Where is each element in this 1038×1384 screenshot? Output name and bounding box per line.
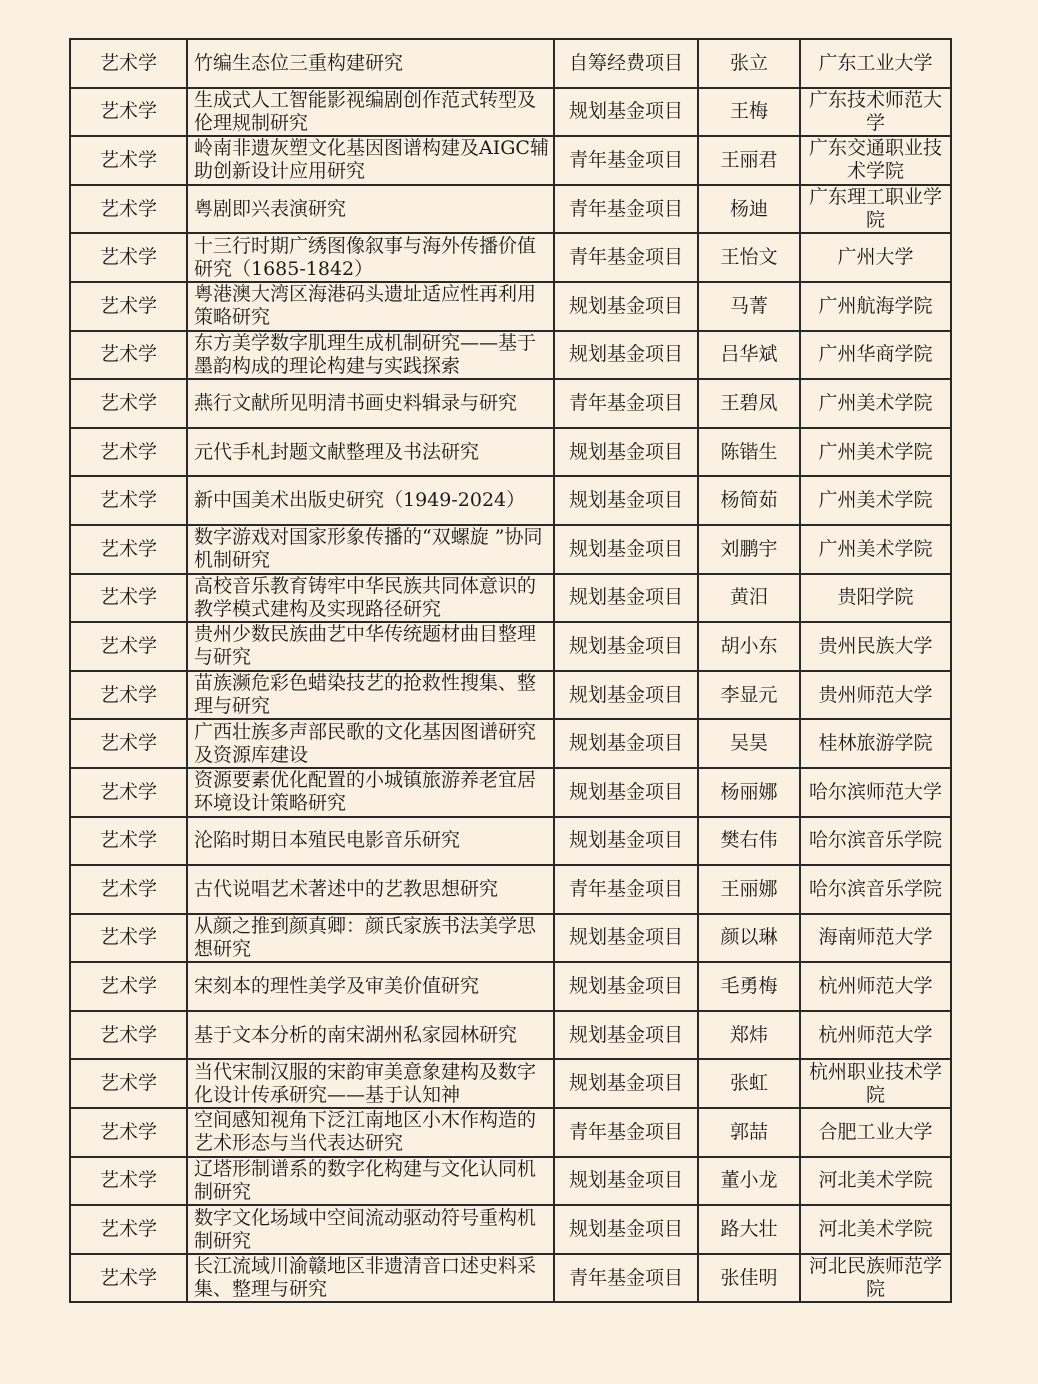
- leader-name-cell: 郭喆: [698, 1108, 800, 1157]
- project-type-cell: 规划基金项目: [554, 817, 698, 866]
- subject-cell: 艺术学: [70, 379, 187, 428]
- title-cell: 东方美学数字肌理生成机制研究——基于墨韵构成的理论构建与实践探索: [187, 331, 554, 380]
- leader-name-cell: 颜以琳: [698, 914, 800, 963]
- subject-cell: 艺术学: [70, 1011, 187, 1060]
- title-cell: 数字游戏对国家形象传播的“双螺旋 ”协同机制研究: [187, 525, 554, 574]
- project-type-cell: 规划基金项目: [554, 622, 698, 671]
- institution-cell: 河北美术学院: [800, 1157, 951, 1206]
- leader-name-cell: 杨迪: [698, 185, 800, 234]
- project-type-cell: 规划基金项目: [554, 476, 698, 525]
- project-type-cell: 规划基金项目: [554, 962, 698, 1011]
- table-row: [70, 1205, 951, 1254]
- table-row: [70, 817, 951, 866]
- title-cell: 沦陷时期日本殖民电影音乐研究: [187, 817, 554, 866]
- table-row: [70, 379, 951, 428]
- title-cell: 竹编生态位三重构建研究: [187, 39, 554, 88]
- table-row: [70, 962, 951, 1011]
- project-type-cell: 青年基金项目: [554, 379, 698, 428]
- table-row: [70, 476, 951, 525]
- table-row: [70, 914, 951, 963]
- title-cell: 十三行时期广绣图像叙事与海外传播价值研究（1685-1842）: [187, 233, 554, 282]
- institution-cell: 哈尔滨师范大学: [800, 768, 951, 817]
- leader-name-cell: 王丽娜: [698, 865, 800, 914]
- project-type-cell: 规划基金项目: [554, 525, 698, 574]
- table-row: [70, 1059, 951, 1108]
- table-row: [70, 622, 951, 671]
- title-cell: 宋刻本的理性美学及审美价值研究: [187, 962, 554, 1011]
- project-type-cell: 青年基金项目: [554, 1108, 698, 1157]
- subject-cell: 艺术学: [70, 233, 187, 282]
- project-type-cell: 规划基金项目: [554, 768, 698, 817]
- leader-name-cell: 吴昊: [698, 719, 800, 768]
- leader-name-cell: 张佳明: [698, 1254, 800, 1303]
- title-cell: 基于文本分析的南宋湖州私家园林研究: [187, 1011, 554, 1060]
- project-type-cell: 规划基金项目: [554, 574, 698, 623]
- institution-cell: 广州美术学院: [800, 476, 951, 525]
- leader-name-cell: 张虹: [698, 1059, 800, 1108]
- project-type-cell: 规划基金项目: [554, 428, 698, 477]
- subject-cell: 艺术学: [70, 1157, 187, 1206]
- institution-cell: 海南师范大学: [800, 914, 951, 963]
- institution-cell: 广州航海学院: [800, 282, 951, 331]
- subject-cell: 艺术学: [70, 185, 187, 234]
- subject-cell: 艺术学: [70, 428, 187, 477]
- title-cell: 燕行文献所见明清书画史料辑录与研究: [187, 379, 554, 428]
- title-cell: 当代宋制汉服的宋韵审美意象建构及数字化设计传承研究——基于认知神: [187, 1059, 554, 1108]
- leader-name-cell: 李显元: [698, 671, 800, 720]
- project-type-cell: 规划基金项目: [554, 282, 698, 331]
- institution-cell: 广东技术师范大学: [800, 88, 951, 137]
- table-body: [70, 39, 951, 1302]
- institution-cell: 广州美术学院: [800, 525, 951, 574]
- title-cell: 长江流域川渝赣地区非遗清音口述史料采集、整理与研究: [187, 1254, 554, 1303]
- table-row: [70, 331, 951, 380]
- table-row: [70, 1011, 951, 1060]
- project-type-cell: 规划基金项目: [554, 1157, 698, 1206]
- project-type-cell: 青年基金项目: [554, 865, 698, 914]
- project-type-cell: 规划基金项目: [554, 1205, 698, 1254]
- title-cell: 生成式人工智能影视编剧创作范式转型及伦理规制研究: [187, 88, 554, 137]
- project-type-cell: 规划基金项目: [554, 914, 698, 963]
- title-cell: 贵州少数民族曲艺中华传统题材曲目整理与研究: [187, 622, 554, 671]
- table-row: [70, 136, 951, 185]
- institution-cell: 哈尔滨音乐学院: [800, 865, 951, 914]
- institution-cell: 广东工业大学: [800, 39, 951, 88]
- leader-name-cell: 马菁: [698, 282, 800, 331]
- table-row: [70, 719, 951, 768]
- leader-name-cell: 吕华斌: [698, 331, 800, 380]
- subject-cell: 艺术学: [70, 136, 187, 185]
- institution-cell: 哈尔滨音乐学院: [800, 817, 951, 866]
- project-type-cell: 规划基金项目: [554, 331, 698, 380]
- table-row: [70, 574, 951, 623]
- institution-cell: 贵州师范大学: [800, 671, 951, 720]
- subject-cell: 艺术学: [70, 914, 187, 963]
- institution-cell: 河北美术学院: [800, 1205, 951, 1254]
- table-row: [70, 282, 951, 331]
- subject-cell: 艺术学: [70, 282, 187, 331]
- table-row: [70, 1157, 951, 1206]
- subject-cell: 艺术学: [70, 476, 187, 525]
- subject-cell: 艺术学: [70, 88, 187, 137]
- table-row: [70, 768, 951, 817]
- leader-name-cell: 王丽君: [698, 136, 800, 185]
- leader-name-cell: 毛勇梅: [698, 962, 800, 1011]
- title-cell: 粤港澳大湾区海港码头遗址适应性再利用策略研究: [187, 282, 554, 331]
- title-cell: 资源要素优化配置的小城镇旅游养老宜居环境设计策略研究: [187, 768, 554, 817]
- leader-name-cell: 张立: [698, 39, 800, 88]
- institution-cell: 河北民族师范学院: [800, 1254, 951, 1303]
- leader-name-cell: 刘鹏宇: [698, 525, 800, 574]
- title-cell: 空间感知视角下泛江南地区小木作构造的艺术形态与当代表达研究: [187, 1108, 554, 1157]
- leader-name-cell: 郑炜: [698, 1011, 800, 1060]
- institution-cell: 杭州师范大学: [800, 1011, 951, 1060]
- project-type-cell: 规划基金项目: [554, 1011, 698, 1060]
- subject-cell: 艺术学: [70, 525, 187, 574]
- institution-cell: 广州美术学院: [800, 379, 951, 428]
- title-cell: 新中国美术出版史研究（1949-2024）: [187, 476, 554, 525]
- table-row: [70, 865, 951, 914]
- leader-name-cell: 胡小东: [698, 622, 800, 671]
- title-cell: 数字文化场域中空间流动驱动符号重构机制研究: [187, 1205, 554, 1254]
- project-type-cell: 青年基金项目: [554, 1254, 698, 1303]
- leader-name-cell: 杨丽娜: [698, 768, 800, 817]
- title-cell: 苗族濒危彩色蜡染技艺的抢救性搜集、整理与研究: [187, 671, 554, 720]
- subject-cell: 艺术学: [70, 39, 187, 88]
- leader-name-cell: 路大壮: [698, 1205, 800, 1254]
- subject-cell: 艺术学: [70, 622, 187, 671]
- subject-cell: 艺术学: [70, 574, 187, 623]
- leader-name-cell: 杨简茹: [698, 476, 800, 525]
- subject-cell: 艺术学: [70, 865, 187, 914]
- table-row: [70, 1254, 951, 1303]
- title-cell: 高校音乐教育铸牢中华民族共同体意识的教学模式建构及实现路径研究: [187, 574, 554, 623]
- subject-cell: 艺术学: [70, 671, 187, 720]
- subject-cell: 艺术学: [70, 962, 187, 1011]
- table-row: [70, 39, 951, 88]
- table-row: [70, 671, 951, 720]
- subject-cell: 艺术学: [70, 1205, 187, 1254]
- institution-cell: 杭州职业技术学院: [800, 1059, 951, 1108]
- institution-cell: 贵州民族大学: [800, 622, 951, 671]
- leader-name-cell: 王碧凤: [698, 379, 800, 428]
- project-list-table: [69, 38, 952, 1303]
- institution-cell: 广州美术学院: [800, 428, 951, 477]
- subject-cell: 艺术学: [70, 768, 187, 817]
- project-type-cell: 自筹经费项目: [554, 39, 698, 88]
- table-row: [70, 233, 951, 282]
- title-cell: 从颜之推到颜真卿：颜氏家族书法美学思想研究: [187, 914, 554, 963]
- title-cell: 粤剧即兴表演研究: [187, 185, 554, 234]
- project-type-cell: 规划基金项目: [554, 671, 698, 720]
- project-type-cell: 青年基金项目: [554, 136, 698, 185]
- institution-cell: 桂林旅游学院: [800, 719, 951, 768]
- project-type-cell: 规划基金项目: [554, 1059, 698, 1108]
- title-cell: 元代手札封题文献整理及书法研究: [187, 428, 554, 477]
- leader-name-cell: 董小龙: [698, 1157, 800, 1206]
- subject-cell: 艺术学: [70, 817, 187, 866]
- institution-cell: 杭州师范大学: [800, 962, 951, 1011]
- title-cell: 古代说唱艺术著述中的艺教思想研究: [187, 865, 554, 914]
- institution-cell: 广东理工职业学院: [800, 185, 951, 234]
- project-type-cell: 规划基金项目: [554, 88, 698, 137]
- table-row: [70, 185, 951, 234]
- leader-name-cell: 陈锴生: [698, 428, 800, 477]
- subject-cell: 艺术学: [70, 719, 187, 768]
- project-type-cell: 规划基金项目: [554, 719, 698, 768]
- table-row: [70, 525, 951, 574]
- project-type-cell: 青年基金项目: [554, 233, 698, 282]
- title-cell: 广西壮族多声部民歌的文化基因图谱研究及资源库建设: [187, 719, 554, 768]
- title-cell: 岭南非遗灰塑文化基因图谱构建及AIGC辅助创新设计应用研究: [187, 136, 554, 185]
- subject-cell: 艺术学: [70, 331, 187, 380]
- institution-cell: 贵阳学院: [800, 574, 951, 623]
- institution-cell: 广东交通职业技术学院: [800, 136, 951, 185]
- subject-cell: 艺术学: [70, 1059, 187, 1108]
- title-cell: 辽塔形制谱系的数字化构建与文化认同机制研究: [187, 1157, 554, 1206]
- leader-name-cell: 王梅: [698, 88, 800, 137]
- institution-cell: 广州大学: [800, 233, 951, 282]
- leader-name-cell: 黄汨: [698, 574, 800, 623]
- table-row: [70, 1108, 951, 1157]
- project-type-cell: 青年基金项目: [554, 185, 698, 234]
- leader-name-cell: 樊右伟: [698, 817, 800, 866]
- leader-name-cell: 王怡文: [698, 233, 800, 282]
- table-row: [70, 428, 951, 477]
- subject-cell: 艺术学: [70, 1108, 187, 1157]
- institution-cell: 广州华商学院: [800, 331, 951, 380]
- subject-cell: 艺术学: [70, 1254, 187, 1303]
- table-row: [70, 88, 951, 137]
- institution-cell: 合肥工业大学: [800, 1108, 951, 1157]
